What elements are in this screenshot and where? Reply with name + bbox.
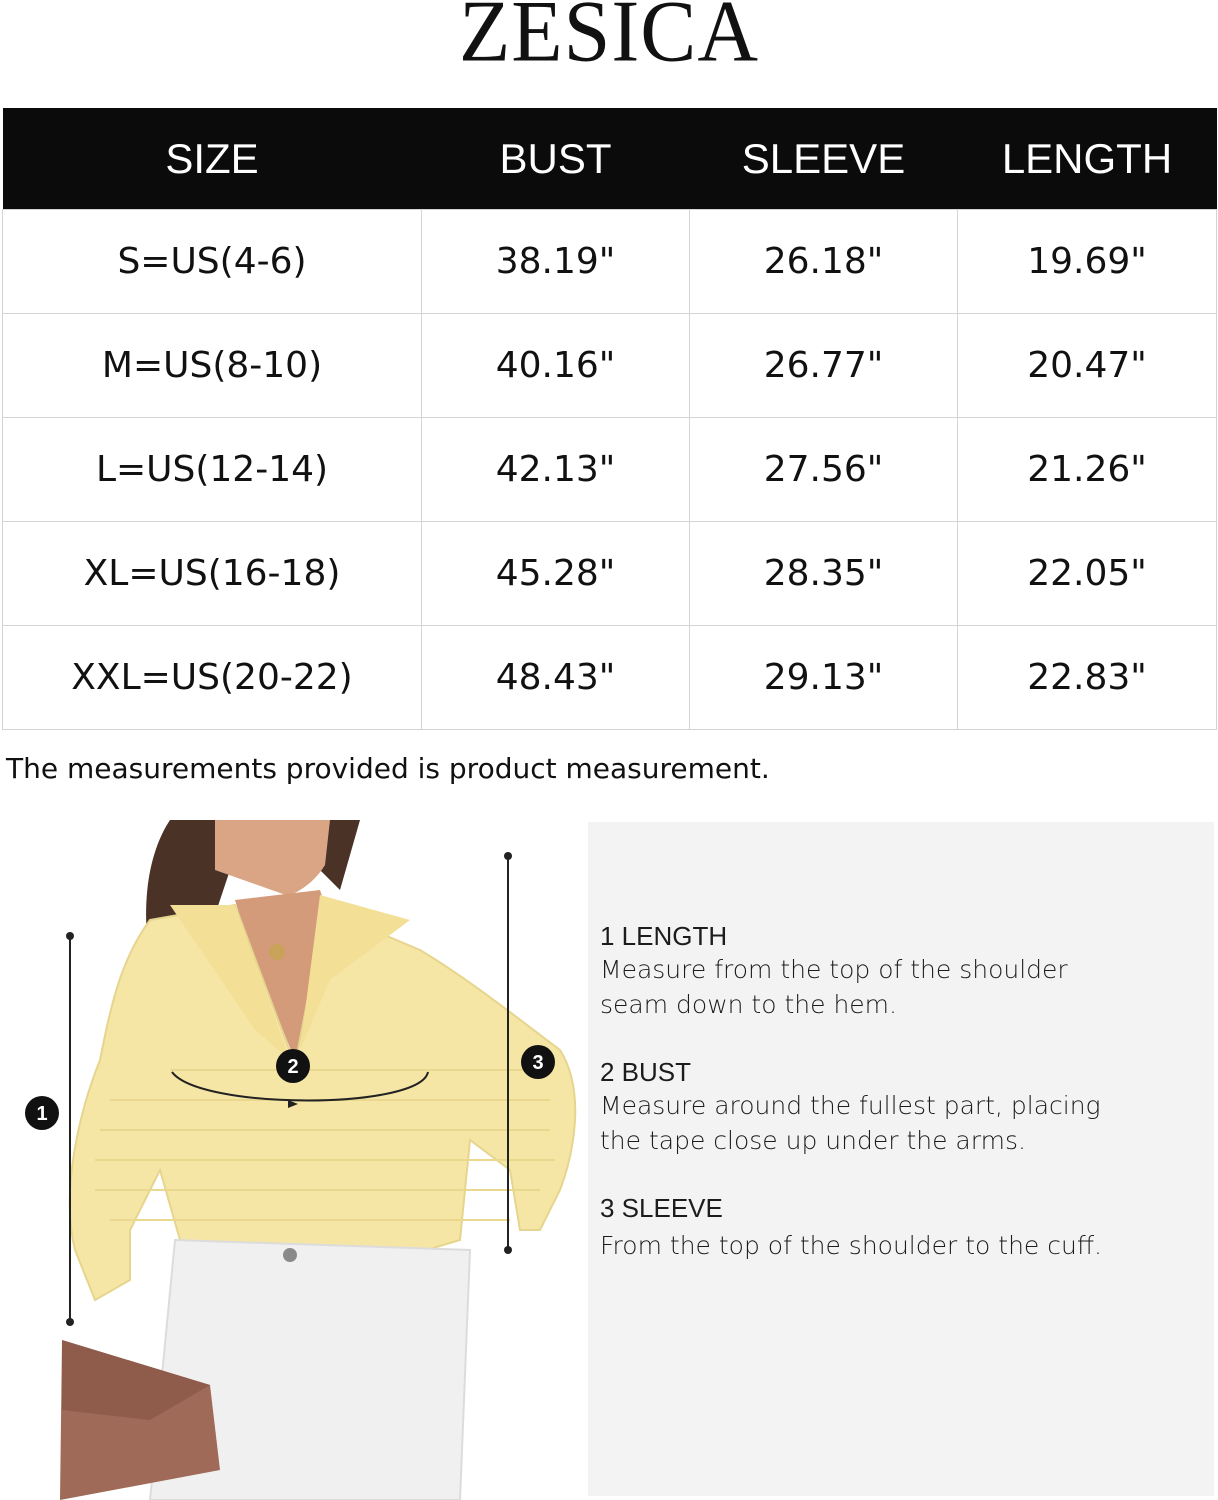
table-row xyxy=(3,210,1217,314)
table-row xyxy=(3,522,1217,626)
sleeve-cell: 26.18" xyxy=(690,210,958,314)
table-header-row xyxy=(3,108,1217,210)
brand-name: ZESICA xyxy=(459,0,759,81)
size-cell: S=US(4-6) xyxy=(3,210,422,314)
sleeve-cell: 29.13" xyxy=(690,626,958,730)
sleeve-guide-bottom-dot xyxy=(504,1246,512,1254)
sleeve-cell: 27.56" xyxy=(690,418,958,522)
model-illustration xyxy=(0,810,590,1500)
bust-cell: 45.28" xyxy=(422,522,690,626)
instruction-length xyxy=(600,920,1160,1022)
size-cell: XL=US(16-18) xyxy=(3,522,422,626)
instruction-bust xyxy=(600,1056,1160,1158)
instruction-heading: 1 LENGTH xyxy=(600,921,728,951)
header-bust: BUST xyxy=(422,108,690,210)
marker-3 xyxy=(521,1045,555,1079)
marker-2-label: 2 xyxy=(287,1056,299,1078)
table-row xyxy=(3,626,1217,730)
length-cell: 20.47" xyxy=(958,314,1217,418)
header-length: LENGTH xyxy=(958,108,1217,210)
marker-1-label: 1 xyxy=(36,1103,48,1125)
sleeve-cell: 26.77" xyxy=(690,314,958,418)
length-guide-top-dot xyxy=(66,932,74,940)
marker-3-label: 3 xyxy=(532,1052,544,1074)
size-cell: L=US(12-14) xyxy=(3,418,422,522)
instruction-line: From the top of the shoulder to the cuff. xyxy=(600,1231,1103,1260)
instruction-line: Measure from the top of the shoulder xyxy=(600,955,1068,984)
instruction-sleeve xyxy=(600,1192,1160,1263)
bust-cell: 48.43" xyxy=(422,626,690,730)
table-row xyxy=(3,314,1217,418)
length-cell: 19.69" xyxy=(958,210,1217,314)
table-row xyxy=(3,418,1217,522)
length-cell: 21.26" xyxy=(958,418,1217,522)
instruction-line: seam down to the hem. xyxy=(600,990,897,1019)
sleeve-guide-top-dot xyxy=(504,852,512,860)
marker-2 xyxy=(276,1049,310,1083)
instruction-heading: 3 SLEEVE xyxy=(600,1193,723,1223)
bust-cell: 38.19" xyxy=(422,210,690,314)
instruction-line: the tape close up under the arms. xyxy=(600,1126,1026,1155)
size-cell: XXL=US(20-22) xyxy=(3,626,422,730)
bust-cell: 42.13" xyxy=(422,418,690,522)
size-cell: M=US(8-10) xyxy=(3,314,422,418)
bust-cell: 40.16" xyxy=(422,314,690,418)
length-guide-bottom-dot xyxy=(66,1318,74,1326)
measurement-note: The measurements provided is product measurement. xyxy=(6,752,770,785)
length-cell: 22.83" xyxy=(958,626,1217,730)
header-sleeve: SLEEVE xyxy=(690,108,958,210)
length-cell: 22.05" xyxy=(958,522,1217,626)
brand-logo xyxy=(0,0,1218,100)
instruction-heading: 2 BUST xyxy=(600,1057,692,1087)
instruction-line: Measure around the fullest part, placing xyxy=(600,1091,1101,1120)
jeans-button xyxy=(283,1248,297,1262)
marker-1 xyxy=(25,1096,59,1130)
size-chart-table xyxy=(2,108,1217,730)
sleeve-cell: 28.35" xyxy=(690,522,958,626)
pendant xyxy=(269,944,285,960)
header-size: SIZE xyxy=(3,108,422,210)
